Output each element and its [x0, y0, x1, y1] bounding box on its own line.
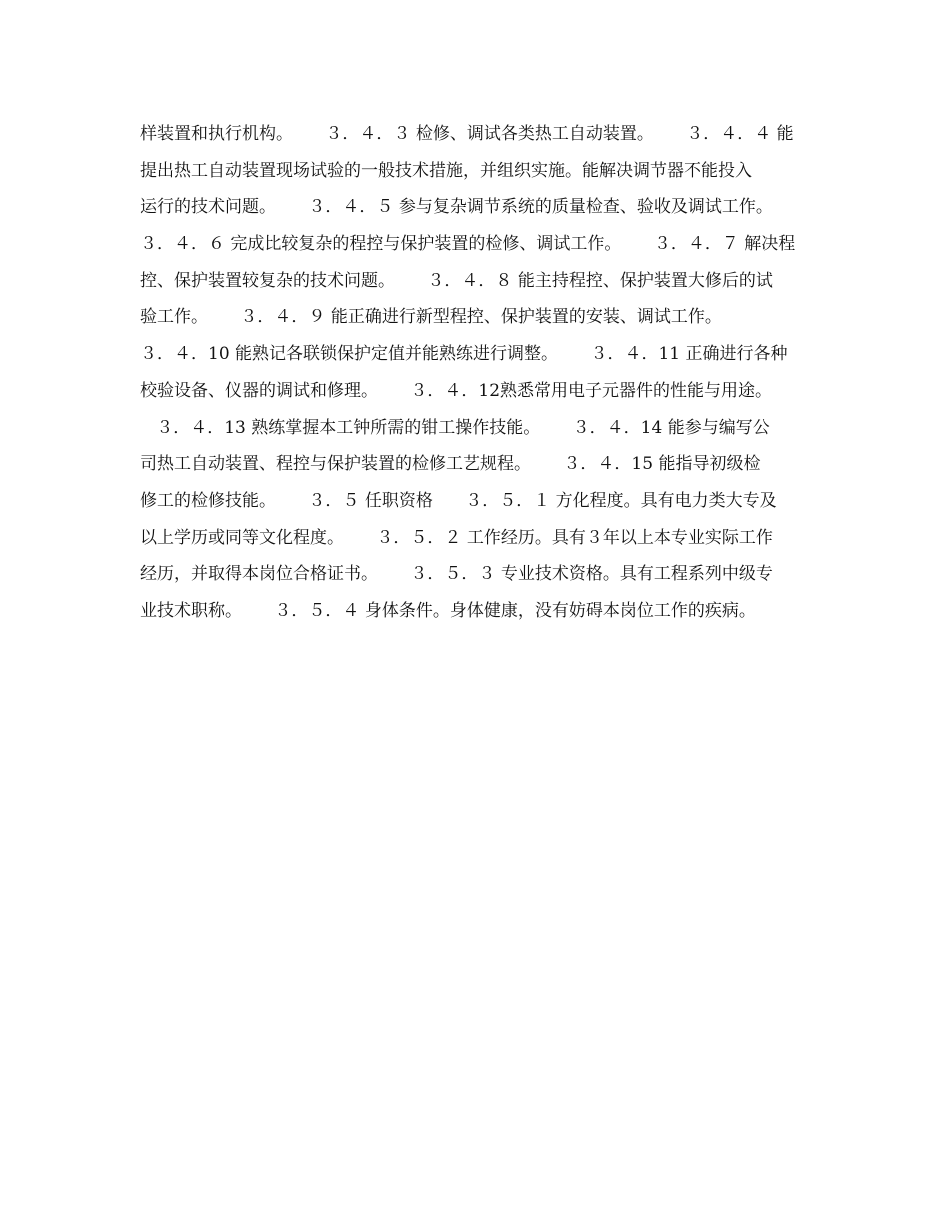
text-line: 经历，并取得本岗位合格证书。 ３．５．３ 专业技术资格。具有工程系列中级专: [140, 564, 773, 585]
text-line: 业技术职称。 ３．５．４ 身体条件。身体健康，没有妨碍本岗位工作的疾病。: [140, 600, 756, 621]
text-line: 样装置和执行机构。 ３．４．３ 检修、调试各类热工自动装置。 ３．４．４ 能: [140, 124, 794, 144]
text-line: 验工作。 ３．４．９ 能正确进行新型程控、保护装置的安装、调试工作。: [140, 307, 722, 328]
text-line: ３．４．６ 完成比较复杂的程控与保护装置的检修、调试工作。 ３．４．７ 解决程: [140, 234, 796, 255]
text-line: 司热工自动装置、程控与保护装置的检修工艺规程。 ３．４．15 能指导初级检: [140, 454, 761, 475]
text-line: 控、保护装置较复杂的技术问题。 ３．４．８ 能主持程控、保护装置大修后的试: [140, 270, 773, 291]
text-line: 以上学历或同等文化程度。 ３．５．２ 工作经历。具有３年以上本专业实际工作: [140, 527, 773, 548]
text-line: ３．４．10 能熟记各联锁保护定值并能熟练进行调整。 ３．４．11 正确进行各种: [140, 344, 788, 365]
document-body: [140, 116, 820, 630]
text-line: 修工的检修技能。 ３．５ 任职资格 ３．５．１ 方化程度。具有电力类大专及: [140, 490, 777, 511]
text-line: 提出热工自动装置现场试验的一般技术措施，并组织实施。能解决调节器不能投入: [140, 160, 752, 181]
text-line: 校验设备、仪器的调试和修理。 ３．４．12熟悉常用电子元器件的性能与用途。: [140, 380, 773, 401]
text-line: 运行的技术问题。 ３．４．５ 参与复杂调节系统的质量检查、验收及调试工作。: [140, 197, 773, 218]
text-line: ３．４．13 熟练掌握本工钟所需的钳工操作技能。 ３．４．14 能参与编写公: [140, 417, 770, 438]
